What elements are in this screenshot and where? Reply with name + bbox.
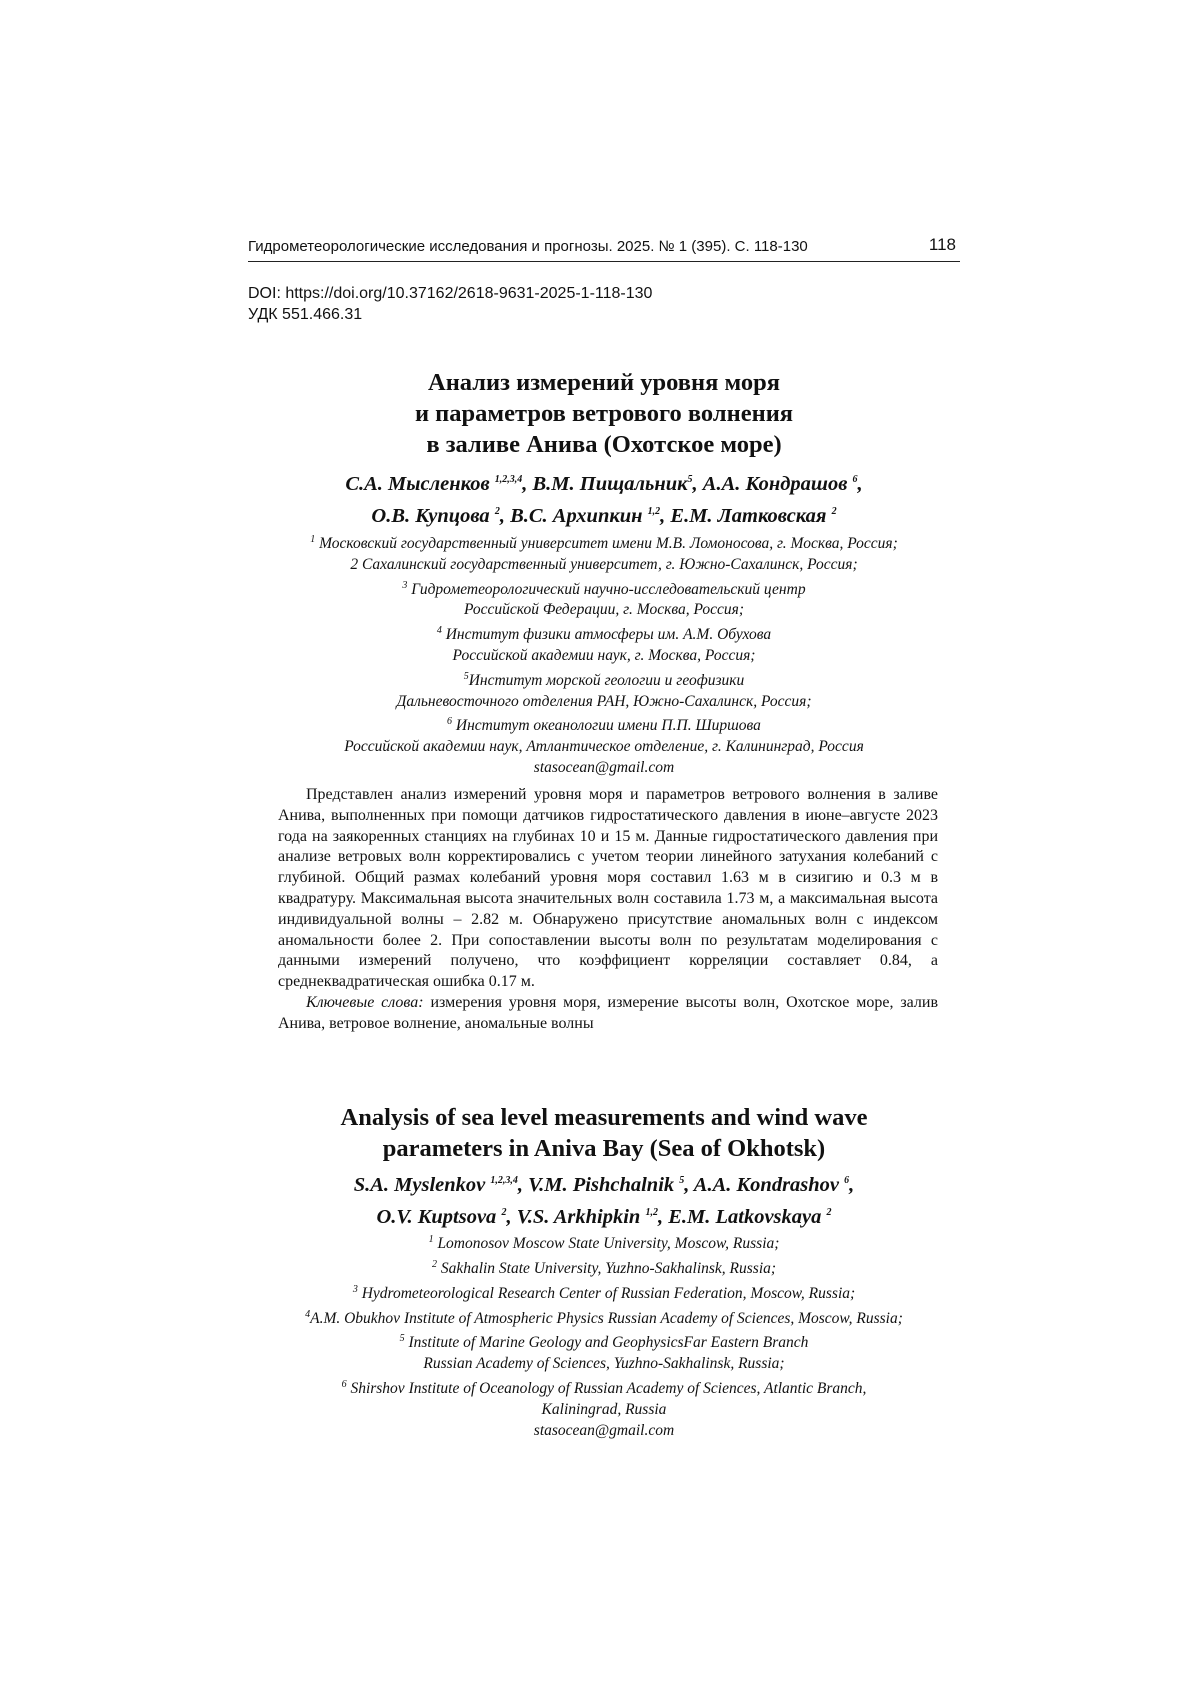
affil-ref: 3 <box>352 1283 358 1295</box>
affiliation-line <box>208 1305 1000 1330</box>
en-title-line: parameters in Aniva Bay (Sea of Okhotsk) <box>382 1135 826 1162</box>
affiliation-line <box>228 555 980 576</box>
author-separator: , <box>657 1205 669 1228</box>
affiliation-line <box>208 1375 1000 1400</box>
author-name: О.В. Купцова <box>371 504 495 527</box>
affil-text: Институт морской геологии и геофизики <box>468 671 745 689</box>
author-separator: , <box>849 1173 855 1196</box>
udk-code: УДК 551.466.31 <box>248 306 363 323</box>
affiliation-line <box>228 621 980 646</box>
affil-text: Дальневосточного отделения РАН, Южно-Сахалинск, Россия; <box>396 692 812 710</box>
en-authors-line <box>248 1167 960 1199</box>
author-name: V.M. Pishchalnik <box>528 1173 680 1196</box>
en-affiliations <box>208 1230 1000 1441</box>
affiliation-line <box>228 667 980 692</box>
author-name: В.С. Архипкин <box>510 504 648 527</box>
author-name: А.А. Кондрашов <box>702 472 853 495</box>
affiliation-line <box>228 692 980 713</box>
affiliation-line <box>228 600 980 621</box>
author-name: S.A. Myslenkov <box>353 1173 491 1196</box>
affil-text: 2 Сахалинский государственный университет, г. Южно-Сахалинск, Россия; <box>350 555 858 573</box>
affil-text: Institute of Marine Geology and GeophysicsFar Eastern Branch <box>404 1334 809 1352</box>
affil-text: Shirshov Institute of Oceanology of Russian Academy of Sciences, Atlantic Branch, <box>346 1380 867 1398</box>
affiliation-line <box>208 1354 1000 1375</box>
affil-text: Российской академии наук, г. Москва, Россия; <box>452 646 756 664</box>
author-separator: , <box>522 472 533 495</box>
author-affil-ref: 1,2,3,4 <box>490 1175 518 1186</box>
affil-ref: 6 <box>341 1379 347 1390</box>
author-affil-ref: 6 <box>852 474 858 485</box>
affil-ref: 4 <box>436 625 442 637</box>
affil-ref: 5 <box>399 1333 405 1345</box>
affil-text: Гидрометеорологический научно-исследовательский центр <box>407 580 806 598</box>
author-name: O.V. Kuptsova <box>376 1205 502 1228</box>
author-affil-ref: 2 <box>501 1206 507 1218</box>
author-separator: , <box>660 504 671 527</box>
affil-ref: 1 <box>310 534 316 545</box>
keywords <box>278 993 938 1035</box>
affil-ref: 4 <box>305 1308 311 1320</box>
author-name: V.S. Arkhipkin <box>516 1205 646 1228</box>
author-name: A.A. Kondrashov <box>693 1173 845 1196</box>
author-affil-ref: 1,2,3,4 <box>494 474 523 485</box>
running-header <box>248 235 960 262</box>
author-separator: , <box>857 472 863 495</box>
author-affil-ref: 5 <box>679 1175 685 1186</box>
en-title-line: Analysis of sea level measurements and wind wave <box>340 1104 868 1131</box>
affil-text: Институт физики атмосферы им. А.М. Обухова <box>441 626 772 644</box>
affil-ref: 6 <box>447 716 453 728</box>
affiliation-line <box>208 1329 1000 1354</box>
affiliation-line <box>228 712 980 737</box>
author-name: С.А. Мысленков <box>345 472 495 495</box>
author-separator: , <box>517 1173 529 1196</box>
affil-text: Московский государственный университет имени М.В. Ломоносова, г. Москва, Россия; <box>315 535 898 553</box>
author-affil-ref: 5 <box>687 474 693 485</box>
affiliation-line <box>208 1400 1000 1421</box>
affil-text: Kaliningrad, Russia <box>541 1400 667 1418</box>
affil-text: A.M. Obukhov Institute of Atmospheric Physics Russian Academy of Sciences, Moscow, Russia; <box>310 1309 903 1327</box>
ru-abstract <box>278 785 938 1035</box>
author-separator: , <box>506 1205 517 1228</box>
affil-ref: 1 <box>428 1234 434 1245</box>
ru-authors-line <box>248 498 960 530</box>
ru-title-line: и параметров ветрового волнения <box>414 400 794 427</box>
journal-citation: Гидрометеорологические исследования и прогнозы. 2025. № 1 (395). С. 118-130 <box>248 238 808 255</box>
page-number: 118 <box>928 235 956 254</box>
affil-text[interactable]: stasocean@gmail.com <box>533 758 675 776</box>
affiliation-line <box>228 646 980 667</box>
keywords-text: измерения уровня моря, измерение высоты волн, Охотское море, залив Анива, ветровое волнение, аномальные волны <box>278 993 939 1032</box>
contact-email[interactable] <box>208 1421 1000 1442</box>
author-separator: , <box>684 1173 694 1196</box>
affiliation-line <box>208 1230 1000 1255</box>
author-affil-ref: 2 <box>826 1206 832 1218</box>
author-affil-ref: 1,2 <box>645 1206 658 1218</box>
affiliation-line <box>228 530 980 555</box>
affil-text: Российской академии наук, Атлантическое отделение, г. Калининград, Россия <box>344 738 864 756</box>
author-affil-ref: 6 <box>844 1175 850 1186</box>
en-authors <box>248 1167 960 1231</box>
author-affil-ref: 2 <box>831 505 837 517</box>
author-name: E.M. Latkovskaya <box>668 1205 827 1228</box>
affiliation-line <box>208 1255 1000 1280</box>
ru-title <box>248 367 960 460</box>
en-authors-line <box>248 1199 960 1231</box>
ru-affiliations <box>228 530 980 779</box>
doi-link[interactable]: DOI: https://doi.org/10.37162/2618-9631-2025-1-118-130 <box>248 285 653 302</box>
affil-text: Lomonosov Moscow State University, Moscow, Russia; <box>433 1235 780 1253</box>
affiliation-line <box>228 576 980 601</box>
en-title <box>248 1102 960 1164</box>
affil-text: Институт океанологии имени П.П. Ширшова <box>452 717 761 735</box>
ru-authors-line <box>248 466 960 498</box>
ru-authors <box>248 466 960 530</box>
ru-title-line: в заливе Анива (Охотское море) <box>426 431 782 458</box>
affiliation-line <box>228 737 980 758</box>
affil-text: Russian Academy of Sciences, Yuzhno-Sakhalinsk, Russia; <box>423 1355 785 1373</box>
affil-ref: 5 <box>463 670 469 682</box>
affil-text: Hydrometeorological Research Center of Russian Federation, Moscow, Russia; <box>357 1284 856 1302</box>
author-name: В.М. Пищальник <box>532 472 688 495</box>
author-separator: , <box>499 504 511 527</box>
keywords-label: Ключевые слова: <box>306 993 424 1011</box>
affil-text: Российской Федерации, г. Москва, Россия; <box>463 601 745 619</box>
abstract-text: Представлен анализ измерений уровня моря и параметров ветрового волнения в заливе Анива, выполненных при помощи датчиков гидростатического давления в июне–августе 2023 года на заякоренных станциях на глубинах 10 и 15 м. Данные гидростатического давления при анализе ветровых волн корректировались с учетом теории линейного затухания колебаний с глубиной. Общий размах колебаний уровня моря составил 1.63 м в сизигию и 0.3 м в квадратуру. Максимальная высота значительных волн составила 1.73 м, а максимальная высота индивидуальной волны – 2.82 м. Обнаружено присутствие аномальных волн с индексом аномальности более 2. При сопоставлении высоты волн по результатам моделирования с данными измерений получено, что коэффициент корреляции составляет 0.84, а среднеквадратическая ошибка 0.17 м. <box>278 786 938 991</box>
author-affil-ref: 1,2 <box>647 505 661 517</box>
affil-text: Sakhalin State University, Yuzhno-Sakhalinsk, Russia; <box>436 1260 777 1278</box>
affil-ref: 3 <box>402 579 408 591</box>
author-separator: , <box>692 472 703 495</box>
contact-email[interactable] <box>228 758 980 779</box>
ru-title-line: Анализ измерений уровня моря <box>428 369 780 396</box>
article-meta <box>248 283 652 325</box>
author-name: Е.М. Латковская <box>670 504 832 527</box>
affiliation-line <box>208 1280 1000 1305</box>
affil-ref: 2 <box>431 1258 437 1270</box>
affil-text[interactable]: stasocean@gmail.com <box>533 1421 675 1439</box>
author-affil-ref: 2 <box>494 505 500 517</box>
